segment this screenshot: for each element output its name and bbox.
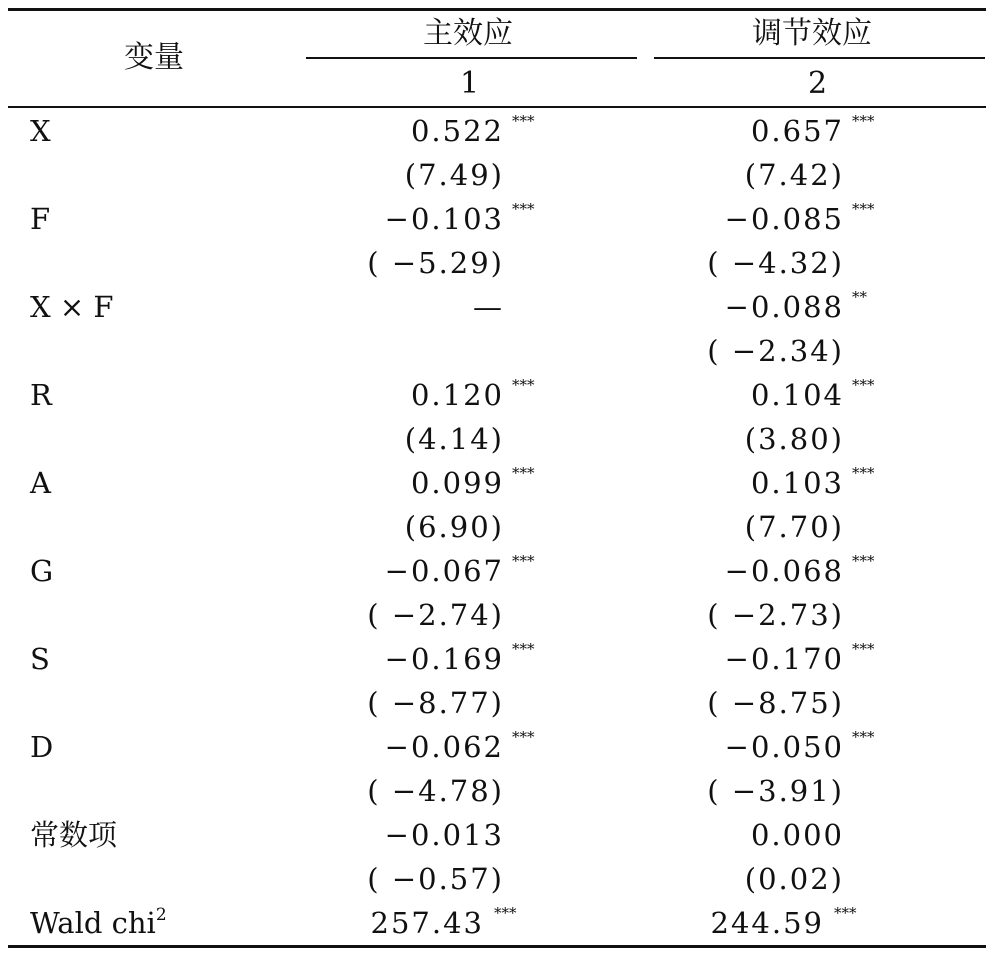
row-label: R: [30, 378, 52, 412]
wald-moderation-effect-value: 244.59: [710, 906, 824, 940]
top-rule: [8, 8, 986, 11]
table-row: [0, 460, 992, 504]
table-row: [0, 548, 992, 592]
table-body: [0, 108, 992, 944]
row-label: A: [30, 466, 51, 500]
main-effect-value: 0.522: [410, 114, 504, 148]
row-label: F: [30, 202, 51, 236]
row-label: S: [30, 642, 50, 676]
header-variable: 变量: [124, 40, 184, 75]
main-effect-value: 0.120: [410, 378, 504, 412]
wald-main-effect-value: 257.43: [370, 906, 484, 940]
row-label: 常数项: [30, 818, 118, 852]
main-effect-value: −0.103: [384, 202, 504, 236]
moderation-effect-value: −0.050: [724, 730, 844, 764]
main-effect-value: (6.90): [404, 510, 504, 544]
significance-stars: ***: [852, 376, 875, 394]
moderation-effect-value: −0.068: [724, 554, 844, 588]
significance-stars: ***: [512, 376, 535, 394]
main-effect-value: (4.14): [404, 422, 504, 456]
wald-label: [30, 906, 167, 940]
main-effect-value: ( −4.78): [367, 774, 504, 808]
significance-stars: ***: [852, 640, 875, 658]
significance-stars: ***: [512, 112, 535, 130]
table-row: [0, 328, 992, 372]
main-effect-value: −0.067: [384, 554, 504, 588]
significance-stars: ***: [852, 464, 875, 482]
table-row: [0, 372, 992, 416]
moderation-effect-value: (7.70): [744, 510, 844, 544]
moderation-effect-value: (7.42): [744, 158, 844, 192]
table-row: [0, 592, 992, 636]
header-group-main-effect: 主效应: [423, 16, 513, 51]
table-row: [0, 416, 992, 460]
row-label: G: [30, 554, 54, 588]
table-row: [0, 152, 992, 196]
table-row: [0, 240, 992, 284]
table-row: [0, 856, 992, 900]
table-row: [0, 504, 992, 548]
significance-stars: ***: [852, 728, 875, 746]
significance-stars: ***: [852, 552, 875, 570]
group1-underline: [306, 57, 637, 59]
significance-stars: ***: [512, 552, 535, 570]
header-group-moderation-effect: 调节效应: [752, 16, 872, 51]
table-row: [0, 284, 992, 328]
wald-label-exponent: 2: [155, 905, 167, 925]
row-label: X × F: [30, 290, 114, 324]
main-effect-value: −0.013: [384, 818, 504, 852]
moderation-effect-value: −0.088: [724, 290, 844, 324]
row-label: D: [30, 730, 54, 764]
table-row: [0, 108, 992, 152]
row-label: X: [30, 114, 51, 148]
group2-underline: [654, 57, 985, 59]
table-row: [0, 768, 992, 812]
table-row: [0, 680, 992, 724]
main-effect-value: 0.099: [410, 466, 504, 500]
table-row: [0, 196, 992, 240]
moderation-effect-value: ( −3.91): [707, 774, 844, 808]
main-effect-value: ( −0.57): [367, 862, 504, 896]
main-effect-value: −0.169: [384, 642, 504, 676]
moderation-effect-value: 0.000: [750, 818, 844, 852]
moderation-effect-value: 0.104: [750, 378, 844, 412]
header-column-2: 2: [808, 66, 828, 101]
moderation-effect-value: ( −4.32): [707, 246, 844, 280]
significance-stars: ***: [512, 640, 535, 658]
moderation-effect-value: ( −2.73): [707, 598, 844, 632]
moderation-effect-value: 0.657: [750, 114, 844, 148]
moderation-effect-value: (0.02): [744, 862, 844, 896]
bottom-rule: [8, 945, 986, 948]
significance-stars: ***: [852, 200, 875, 218]
significance-stars: ***: [834, 904, 857, 922]
wald-label-base: Wald chi: [30, 906, 156, 940]
moderation-effect-value: −0.085: [724, 202, 844, 236]
main-effect-value: ( −2.74): [367, 598, 504, 632]
main-effect-value: —: [473, 290, 504, 324]
significance-stars: ***: [512, 464, 535, 482]
significance-stars: ***: [512, 728, 535, 746]
significance-stars: ***: [852, 112, 875, 130]
moderation-effect-value: 0.103: [750, 466, 844, 500]
main-effect-value: −0.062: [384, 730, 504, 764]
header-column-1: 1: [460, 66, 480, 101]
moderation-effect-value: (3.80): [744, 422, 844, 456]
wald-chi2-row: [0, 900, 992, 944]
significance-stars: ***: [494, 904, 517, 922]
significance-stars: ***: [512, 200, 535, 218]
main-effect-value: ( −5.29): [367, 246, 504, 280]
main-effect-value: ( −8.77): [367, 686, 504, 720]
table-row: [0, 724, 992, 768]
significance-stars: **: [852, 288, 867, 306]
table-row: [0, 636, 992, 680]
moderation-effect-value: ( −8.75): [707, 686, 844, 720]
moderation-effect-value: ( −2.34): [707, 334, 844, 368]
table-row: [0, 812, 992, 856]
moderation-effect-value: −0.170: [724, 642, 844, 676]
main-effect-value: (7.49): [404, 158, 504, 192]
